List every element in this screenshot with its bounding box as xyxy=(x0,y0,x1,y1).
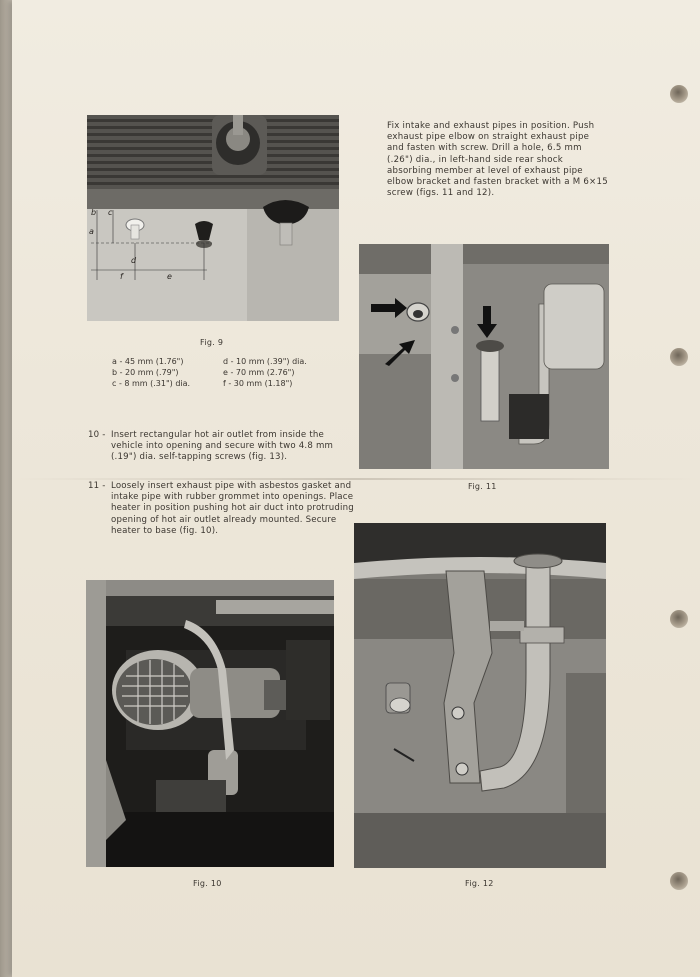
dimensions-table xyxy=(112,356,313,389)
figure-12-photo xyxy=(354,523,606,868)
dimension-e: e - 70 mm (2.76") xyxy=(223,368,295,377)
dim-label-c: c xyxy=(108,208,113,217)
dimensions-row xyxy=(112,367,313,378)
dimension-d: d - 10 mm (.39") dia. xyxy=(223,357,307,366)
step-11 xyxy=(88,481,358,551)
step-number: 11 - xyxy=(88,481,106,491)
dimensions-row xyxy=(112,378,313,389)
figure-9-caption: Fig. 9 xyxy=(200,338,224,347)
binder-hole xyxy=(670,610,688,628)
figure-11-photo xyxy=(359,244,609,469)
page-fold-crease xyxy=(12,478,700,480)
figure-12-illustration xyxy=(354,523,606,868)
step-text: Loosely insert exhaust pipe with asbestos gasket and intake pipe with rubber grommet into openings. Place heater in position pushing hot air duct into protruding opening of hot air outlet already mounted. Secure heater to base (fig. 10). xyxy=(111,481,354,536)
dimensions-row xyxy=(112,356,313,367)
figure-9-illustration xyxy=(87,115,339,321)
dim-label-f: f xyxy=(120,272,123,281)
dim-label-e: e xyxy=(167,272,172,281)
figure-10-photo xyxy=(86,580,334,867)
dimension-b: b - 20 mm (.79") xyxy=(112,368,179,377)
binder-hole xyxy=(670,85,688,103)
step-text: Insert rectangular hot air outlet from inside the vehicle into opening and secure with two 4.8 mm (.19") dia. self-tapping screws (fig. 13). xyxy=(111,430,334,463)
page-binding-edge xyxy=(0,0,12,977)
intro-paragraph: Fix intake and exhaust pipes in position. Push exhaust pipe elbow on straight exhaust pipe and fasten with screw. Drill a hole, 6.5 mm (.26") dia., in left-hand side rear shock absorbing member at level of exhaust pipe elbow bracket and fasten bracket with a M 6×15 screw (figs. 11 and 12). xyxy=(387,121,608,199)
binder-hole xyxy=(670,348,688,366)
figure-10-caption: Fig. 10 xyxy=(193,879,222,888)
dim-label-d: d xyxy=(131,256,137,265)
step-10 xyxy=(88,430,358,466)
dimension-a: a - 45 mm (1.76") xyxy=(112,357,184,366)
figure-10-illustration xyxy=(86,580,334,867)
binder-hole xyxy=(670,872,688,890)
dimension-c: c - 8 mm (.31") dia. xyxy=(112,379,191,388)
figure-11-illustration xyxy=(359,244,609,469)
dim-label-a: a xyxy=(89,227,94,236)
figure-9-photo xyxy=(87,115,339,321)
step-number: 10 - xyxy=(88,430,106,440)
figure-12-caption: Fig. 12 xyxy=(465,879,494,888)
figure-11-caption: Fig. 11 xyxy=(468,482,497,491)
dim-label-b: b xyxy=(91,208,97,217)
dimension-f: f - 30 mm (1.18") xyxy=(223,379,293,388)
